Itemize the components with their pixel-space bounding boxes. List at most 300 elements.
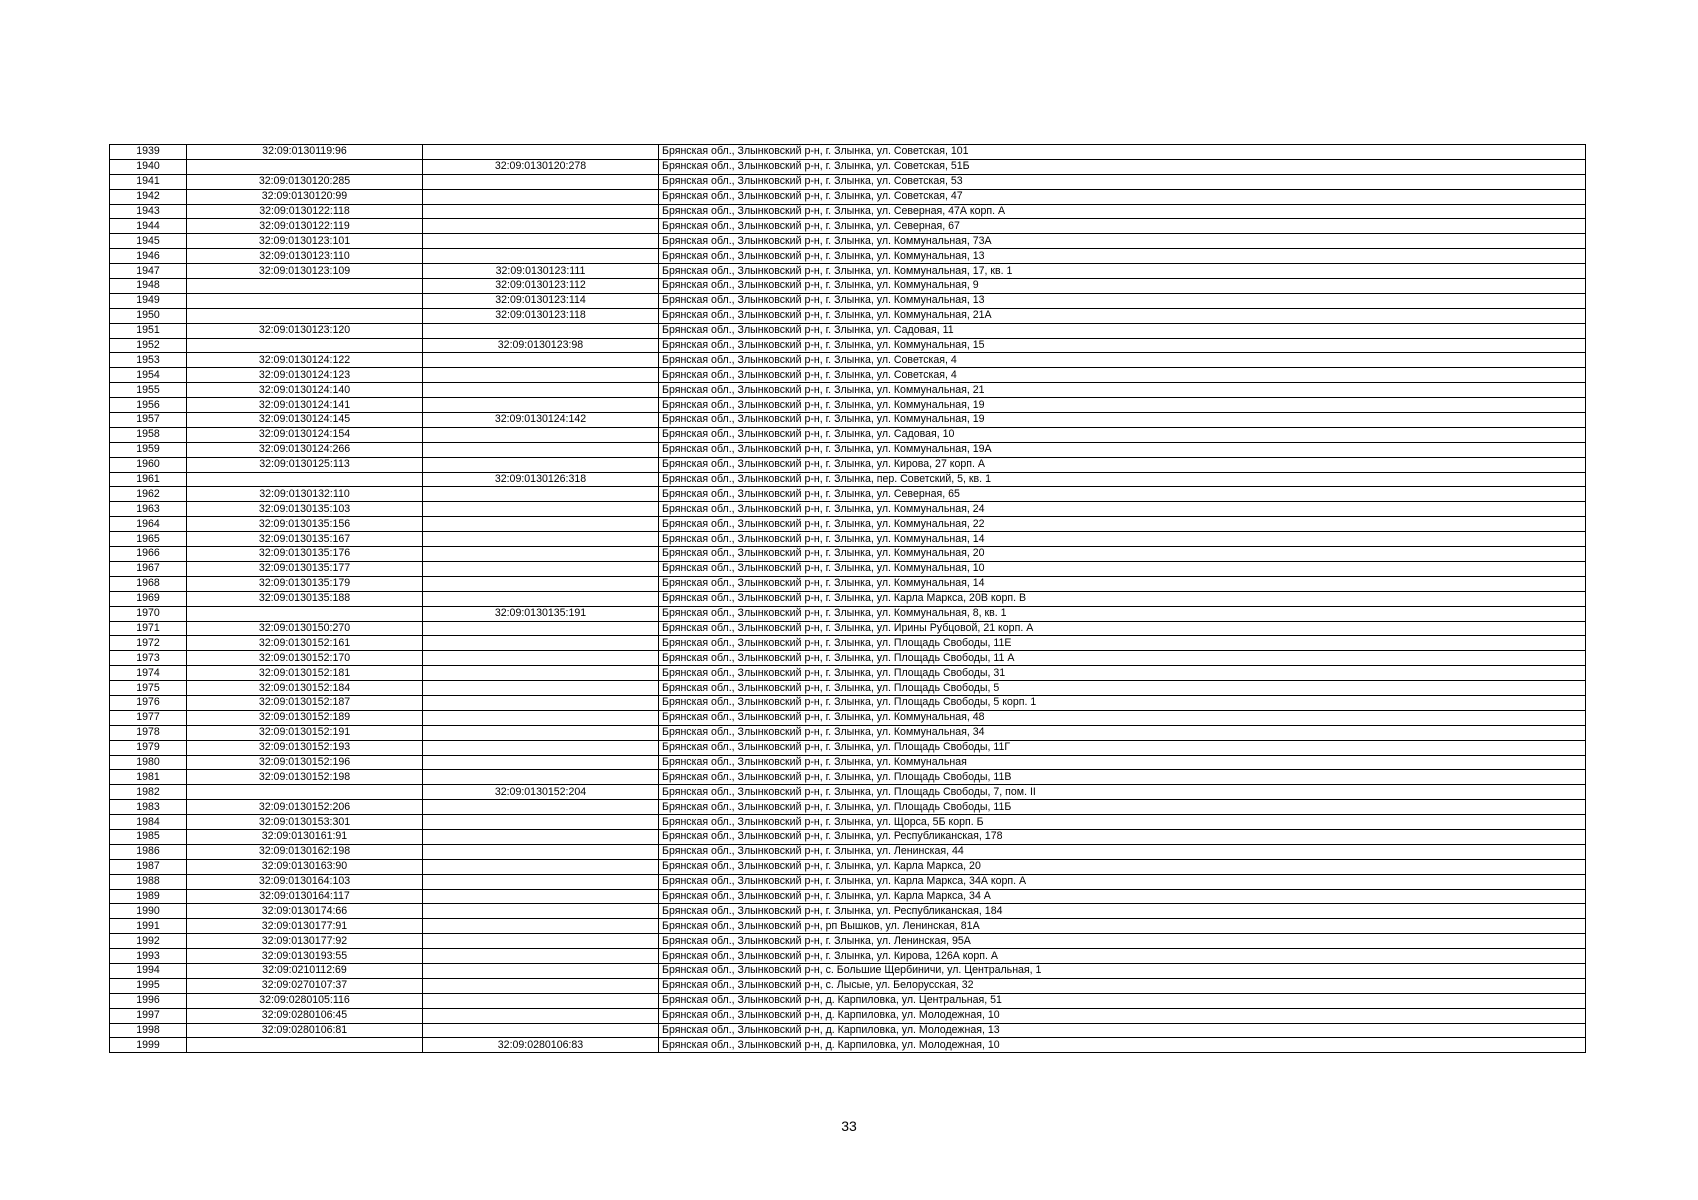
- cadastral-number-cell: 32:09:0130152:170: [187, 651, 423, 666]
- related-cadastral-number-cell: [423, 234, 659, 249]
- related-cadastral-number-cell: [423, 904, 659, 919]
- address-cell: Брянская обл., Злынковский р-н, г. Злынка, ул. Кирова, 126А корп. А: [659, 949, 1586, 964]
- related-cadastral-number-cell: [423, 145, 659, 160]
- row-number-cell: 1969: [110, 591, 187, 606]
- cadastral-number-cell: 32:09:0280105:116: [187, 993, 423, 1008]
- address-cell: Брянская обл., Злынковский р-н, г. Злынка, ул. Коммунальная, 15: [659, 338, 1586, 353]
- table-row: [110, 874, 1586, 889]
- cadastral-number-cell: 32:09:0130193:55: [187, 949, 423, 964]
- address-cell: Брянская обл., Злынковский р-н, г. Злынка, ул. Карла Маркса, 20: [659, 859, 1586, 874]
- address-cell: Брянская обл., Злынковский р-н, г. Злынка, ул. Северная, 65: [659, 487, 1586, 502]
- address-cell: Брянская обл., Злынковский р-н, г. Злынка, ул. Советская, 101: [659, 145, 1586, 160]
- table-row: [110, 859, 1586, 874]
- table-row: [110, 561, 1586, 576]
- cadastral-number-cell: [187, 472, 423, 487]
- related-cadastral-number-cell: [423, 993, 659, 1008]
- row-number-cell: 1972: [110, 636, 187, 651]
- related-cadastral-number-cell: [423, 874, 659, 889]
- address-cell: Брянская обл., Злынковский р-н, г. Злынка, ул. Коммунальная, 19А: [659, 442, 1586, 457]
- row-number-cell: 1996: [110, 993, 187, 1008]
- row-number-cell: 1985: [110, 829, 187, 844]
- cadastral-number-cell: 32:09:0130153:301: [187, 815, 423, 830]
- row-number-cell: 1960: [110, 457, 187, 472]
- address-cell: Брянская обл., Злынковский р-н, с. Большие Щербиничи, ул. Центральная, 1: [659, 963, 1586, 978]
- address-cell: Брянская обл., Злынковский р-н, г. Злынка, ул. Коммунальная, 9: [659, 279, 1586, 294]
- related-cadastral-number-cell: [423, 949, 659, 964]
- address-cell: Брянская обл., Злынковский р-н, д. Карпиловка, ул. Молодежная, 13: [659, 1023, 1586, 1038]
- table-row: [110, 517, 1586, 532]
- table-row: [110, 353, 1586, 368]
- cadastral-number-cell: 32:09:0130122:119: [187, 219, 423, 234]
- address-cell: Брянская обл., Злынковский р-н, г. Злынка, ул. Коммунальная, 20: [659, 547, 1586, 562]
- table-row: [110, 710, 1586, 725]
- address-cell: Брянская обл., Злынковский р-н, г. Злынка, ул. Советская, 51Б: [659, 159, 1586, 174]
- address-cell: Брянская обл., Злынковский р-н, г. Злынка, ул. Коммунальная, 10: [659, 561, 1586, 576]
- row-number-cell: 1977: [110, 710, 187, 725]
- table-row: [110, 264, 1586, 279]
- row-number-cell: 1999: [110, 1038, 187, 1053]
- table-row: [110, 457, 1586, 472]
- related-cadastral-number-cell: 32:09:0130120:278: [423, 159, 659, 174]
- table-row: [110, 1008, 1586, 1023]
- table-row: [110, 1038, 1586, 1053]
- row-number-cell: 1980: [110, 755, 187, 770]
- address-cell: Брянская обл., Злынковский р-н, г. Злынка, ул. Щорса, 5Б корп. Б: [659, 815, 1586, 830]
- cadastral-number-cell: [187, 785, 423, 800]
- cadastral-number-cell: [187, 1038, 423, 1053]
- cadastral-number-cell: 32:09:0130163:90: [187, 859, 423, 874]
- cadastral-number-cell: 32:09:0130164:103: [187, 874, 423, 889]
- related-cadastral-number-cell: [423, 963, 659, 978]
- row-number-cell: 1956: [110, 398, 187, 413]
- cadastral-number-cell: 32:09:0130122:118: [187, 204, 423, 219]
- cadastral-number-cell: [187, 159, 423, 174]
- cadastral-number-cell: 32:09:0130162:198: [187, 844, 423, 859]
- page-number: 33: [841, 1118, 857, 1134]
- related-cadastral-number-cell: [423, 1023, 659, 1038]
- row-number-cell: 1953: [110, 353, 187, 368]
- related-cadastral-number-cell: 32:09:0130123:118: [423, 308, 659, 323]
- cadastral-number-cell: 32:09:0130124:141: [187, 398, 423, 413]
- address-cell: Брянская обл., Злынковский р-н, г. Злынка, ул. Коммунальная, 17, кв. 1: [659, 264, 1586, 279]
- table-row: [110, 249, 1586, 264]
- cadastral-number-cell: 32:09:0130135:167: [187, 532, 423, 547]
- row-number-cell: 1989: [110, 889, 187, 904]
- address-cell: Брянская обл., Злынковский р-н, г. Злынка, ул. Садовая, 11: [659, 323, 1586, 338]
- row-number-cell: 1951: [110, 323, 187, 338]
- related-cadastral-number-cell: [423, 621, 659, 636]
- address-cell: Брянская обл., Злынковский р-н, г. Злынка, ул. Коммунальная, 73А: [659, 234, 1586, 249]
- table-row: [110, 651, 1586, 666]
- address-cell: Брянская обл., Злынковский р-н, г. Злынка, ул. Площадь Свободы, 11Г: [659, 740, 1586, 755]
- table-row: [110, 368, 1586, 383]
- address-cell: Брянская обл., Злынковский р-н, г. Злынка, ул. Коммунальная, 21: [659, 383, 1586, 398]
- cadastral-number-cell: 32:09:0130124:145: [187, 413, 423, 428]
- row-number-cell: 1998: [110, 1023, 187, 1038]
- table-row: [110, 279, 1586, 294]
- table-row: [110, 1023, 1586, 1038]
- address-cell: Брянская обл., Злынковский р-н, г. Злынка, ул. Площадь Свободы, 11Б: [659, 800, 1586, 815]
- address-cell: Брянская обл., Злынковский р-н, г. Злынка, ул. Советская, 47: [659, 189, 1586, 204]
- related-cadastral-number-cell: [423, 666, 659, 681]
- row-number-cell: 1986: [110, 844, 187, 859]
- cadastral-number-cell: 32:09:0130164:117: [187, 889, 423, 904]
- table-row: [110, 755, 1586, 770]
- related-cadastral-number-cell: [423, 457, 659, 472]
- cadastral-number-cell: 32:09:0130123:109: [187, 264, 423, 279]
- cadastral-number-cell: 32:09:0210112:69: [187, 963, 423, 978]
- row-number-cell: 1975: [110, 681, 187, 696]
- table-row: [110, 844, 1586, 859]
- related-cadastral-number-cell: [423, 561, 659, 576]
- related-cadastral-number-cell: 32:09:0130135:191: [423, 606, 659, 621]
- cadastral-number-cell: 32:09:0130135:179: [187, 576, 423, 591]
- table-row: [110, 383, 1586, 398]
- address-cell: Брянская обл., Злынковский р-н, г. Злынка, ул. Коммунальная, 19: [659, 398, 1586, 413]
- related-cadastral-number-cell: [423, 681, 659, 696]
- table-row: [110, 398, 1586, 413]
- address-cell: Брянская обл., Злынковский р-н, г. Злынка, ул. Республиканская, 178: [659, 829, 1586, 844]
- table-row: [110, 636, 1586, 651]
- cadastral-number-cell: 32:09:0130123:110: [187, 249, 423, 264]
- row-number-cell: 1984: [110, 815, 187, 830]
- related-cadastral-number-cell: [423, 710, 659, 725]
- related-cadastral-number-cell: [423, 517, 659, 532]
- row-number-cell: 1964: [110, 517, 187, 532]
- row-number-cell: 1959: [110, 442, 187, 457]
- related-cadastral-number-cell: [423, 547, 659, 562]
- address-cell: Брянская обл., Злынковский р-н, г. Злынка, ул. Карла Маркса, 34 А: [659, 889, 1586, 904]
- address-cell: Брянская обл., Злынковский р-н, г. Злынка, ул. Коммунальная: [659, 755, 1586, 770]
- address-cell: Брянская обл., Злынковский р-н, д. Карпиловка, ул. Центральная, 51: [659, 993, 1586, 1008]
- row-number-cell: 1963: [110, 502, 187, 517]
- table-row: [110, 919, 1586, 934]
- table-row: [110, 472, 1586, 487]
- table-row: [110, 338, 1586, 353]
- table-row: [110, 591, 1586, 606]
- related-cadastral-number-cell: [423, 323, 659, 338]
- row-number-cell: 1991: [110, 919, 187, 934]
- cadastral-number-cell: 32:09:0130124:266: [187, 442, 423, 457]
- address-cell: Брянская обл., Злынковский р-н, г. Злынка, ул. Коммунальная, 22: [659, 517, 1586, 532]
- related-cadastral-number-cell: [423, 487, 659, 502]
- address-cell: Брянская обл., Злынковский р-н, г. Злынка, ул. Коммунальная, 8, кв. 1: [659, 606, 1586, 621]
- address-cell: Брянская обл., Злынковский р-н, г. Злынка, ул. Ирины Рубцовой, 21 корп. А: [659, 621, 1586, 636]
- address-cell: Брянская обл., Злынковский р-н, г. Злынка, ул. Площадь Свободы, 11В: [659, 770, 1586, 785]
- address-cell: Брянская обл., Злынковский р-н, г. Злынка, ул. Коммунальная, 19: [659, 413, 1586, 428]
- row-number-cell: 1958: [110, 427, 187, 442]
- row-number-cell: 1994: [110, 963, 187, 978]
- row-number-cell: 1961: [110, 472, 187, 487]
- table-row: [110, 725, 1586, 740]
- cadastral-number-cell: 32:09:0130123:101: [187, 234, 423, 249]
- related-cadastral-number-cell: 32:09:0130126:318: [423, 472, 659, 487]
- related-cadastral-number-cell: [423, 800, 659, 815]
- row-number-cell: 1992: [110, 934, 187, 949]
- related-cadastral-number-cell: [423, 576, 659, 591]
- row-number-cell: 1954: [110, 368, 187, 383]
- address-cell: Брянская обл., Злынковский р-н, г. Злынка, ул. Коммунальная, 13: [659, 293, 1586, 308]
- related-cadastral-number-cell: [423, 219, 659, 234]
- row-number-cell: 1940: [110, 159, 187, 174]
- related-cadastral-number-cell: [423, 442, 659, 457]
- row-number-cell: 1962: [110, 487, 187, 502]
- cadastral-number-cell: [187, 293, 423, 308]
- row-number-cell: 1955: [110, 383, 187, 398]
- row-number-cell: 1952: [110, 338, 187, 353]
- table-row: [110, 219, 1586, 234]
- table-row: [110, 963, 1586, 978]
- row-number-cell: 1942: [110, 189, 187, 204]
- cadastral-number-cell: [187, 279, 423, 294]
- table-row: [110, 204, 1586, 219]
- row-number-cell: 1965: [110, 532, 187, 547]
- address-cell: Брянская обл., Злынковский р-н, г. Злынка, ул. Карла Маркса, 20В корп. В: [659, 591, 1586, 606]
- table-row: [110, 978, 1586, 993]
- cadastral-number-cell: 32:09:0280106:45: [187, 1008, 423, 1023]
- row-number-cell: 1993: [110, 949, 187, 964]
- row-number-cell: 1974: [110, 666, 187, 681]
- address-cell: Брянская обл., Злынковский р-н, д. Карпиловка, ул. Молодежная, 10: [659, 1038, 1586, 1053]
- table-row: [110, 234, 1586, 249]
- related-cadastral-number-cell: [423, 368, 659, 383]
- table-row: [110, 889, 1586, 904]
- table-row: [110, 413, 1586, 428]
- related-cadastral-number-cell: 32:09:0130124:142: [423, 413, 659, 428]
- row-number-cell: 1990: [110, 904, 187, 919]
- address-cell: Брянская обл., Злынковский р-н, г. Злынка, ул. Коммунальная, 14: [659, 576, 1586, 591]
- table-row: [110, 293, 1586, 308]
- related-cadastral-number-cell: [423, 815, 659, 830]
- related-cadastral-number-cell: 32:09:0130123:98: [423, 338, 659, 353]
- cadastral-number-cell: 32:09:0270107:37: [187, 978, 423, 993]
- table-row: [110, 532, 1586, 547]
- address-cell: Брянская обл., Злынковский р-н, г. Злынка, ул. Северная, 47А корп. А: [659, 204, 1586, 219]
- row-number-cell: 1988: [110, 874, 187, 889]
- address-cell: Брянская обл., Злынковский р-н, г. Злынка, ул. Садовая, 10: [659, 427, 1586, 442]
- cadastral-number-cell: 32:09:0130119:96: [187, 145, 423, 160]
- related-cadastral-number-cell: [423, 1008, 659, 1023]
- cadastral-number-cell: 32:09:0130132:110: [187, 487, 423, 502]
- related-cadastral-number-cell: [423, 651, 659, 666]
- related-cadastral-number-cell: [423, 695, 659, 710]
- row-number-cell: 1945: [110, 234, 187, 249]
- cadastral-number-cell: 32:09:0130123:120: [187, 323, 423, 338]
- table-row: [110, 323, 1586, 338]
- related-cadastral-number-cell: [423, 502, 659, 517]
- row-number-cell: 1946: [110, 249, 187, 264]
- row-number-cell: 1968: [110, 576, 187, 591]
- table-row: [110, 800, 1586, 815]
- related-cadastral-number-cell: 32:09:0130123:111: [423, 264, 659, 279]
- row-number-cell: 1979: [110, 740, 187, 755]
- row-number-cell: 1970: [110, 606, 187, 621]
- cadastral-number-cell: 32:09:0130135:103: [187, 502, 423, 517]
- cadastral-number-cell: 32:09:0130152:198: [187, 770, 423, 785]
- table-row: [110, 829, 1586, 844]
- related-cadastral-number-cell: 32:09:0130152:204: [423, 785, 659, 800]
- address-cell: Брянская обл., Злынковский р-н, г. Злынка, ул. Кирова, 27 корп. А: [659, 457, 1586, 472]
- cadastral-number-cell: [187, 308, 423, 323]
- related-cadastral-number-cell: [423, 770, 659, 785]
- row-number-cell: 1941: [110, 174, 187, 189]
- address-cell: Брянская обл., Злынковский р-н, г. Злынка, ул. Северная, 67: [659, 219, 1586, 234]
- cadastral-number-cell: 32:09:0130152:196: [187, 755, 423, 770]
- table-row: [110, 308, 1586, 323]
- row-number-cell: 1944: [110, 219, 187, 234]
- cadastral-number-cell: 32:09:0130152:187: [187, 695, 423, 710]
- table-row: [110, 904, 1586, 919]
- cadastral-number-cell: 32:09:0130125:113: [187, 457, 423, 472]
- address-cell: Брянская обл., Злынковский р-н, г. Злынка, ул. Площадь Свободы, 31: [659, 666, 1586, 681]
- related-cadastral-number-cell: [423, 383, 659, 398]
- address-cell: Брянская обл., Злынковский р-н, г. Злынка, ул. Коммунальная, 48: [659, 710, 1586, 725]
- cadastral-number-cell: 32:09:0130120:285: [187, 174, 423, 189]
- cadastral-number-cell: 32:09:0130152:193: [187, 740, 423, 755]
- related-cadastral-number-cell: 32:09:0280106:83: [423, 1038, 659, 1053]
- row-number-cell: 1939: [110, 145, 187, 160]
- table-row: [110, 621, 1586, 636]
- address-cell: Брянская обл., Злынковский р-н, г. Злынка, ул. Коммунальная, 24: [659, 502, 1586, 517]
- row-number-cell: 1971: [110, 621, 187, 636]
- address-cell: Брянская обл., Злынковский р-н, г. Злынка, ул. Площадь Свободы, 5 корп. 1: [659, 695, 1586, 710]
- address-cell: Брянская обл., Злынковский р-н, с. Лысые, ул. Белорусская, 32: [659, 978, 1586, 993]
- cadastral-number-cell: 32:09:0130120:99: [187, 189, 423, 204]
- related-cadastral-number-cell: [423, 844, 659, 859]
- cadastral-number-cell: 32:09:0130135:177: [187, 561, 423, 576]
- cadastral-number-cell: 32:09:0130135:156: [187, 517, 423, 532]
- table-row: [110, 174, 1586, 189]
- table-row: [110, 681, 1586, 696]
- address-cell: Брянская обл., Злынковский р-н, г. Злынка, ул. Ленинская, 95А: [659, 934, 1586, 949]
- related-cadastral-number-cell: [423, 249, 659, 264]
- row-number-cell: 1995: [110, 978, 187, 993]
- cadastral-number-cell: 32:09:0130177:92: [187, 934, 423, 949]
- address-cell: Брянская обл., Злынковский р-н, г. Злынка, пер. Советский, 5, кв. 1: [659, 472, 1586, 487]
- row-number-cell: 1947: [110, 264, 187, 279]
- related-cadastral-number-cell: [423, 204, 659, 219]
- address-cell: Брянская обл., Злынковский р-н, г. Злынка, ул. Коммунальная, 21А: [659, 308, 1586, 323]
- related-cadastral-number-cell: [423, 427, 659, 442]
- related-cadastral-number-cell: [423, 174, 659, 189]
- row-number-cell: 1983: [110, 800, 187, 815]
- row-number-cell: 1957: [110, 413, 187, 428]
- cadastral-number-cell: 32:09:0280106:81: [187, 1023, 423, 1038]
- table-row: [110, 740, 1586, 755]
- row-number-cell: 1978: [110, 725, 187, 740]
- table-row: [110, 159, 1586, 174]
- cadastral-number-cell: 32:09:0130174:66: [187, 904, 423, 919]
- row-number-cell: 1976: [110, 695, 187, 710]
- address-cell: Брянская обл., Злынковский р-н, г. Злынка, ул. Ленинская, 44: [659, 844, 1586, 859]
- cadastral-number-cell: 32:09:0130177:91: [187, 919, 423, 934]
- cadastral-number-cell: 32:09:0130150:270: [187, 621, 423, 636]
- row-number-cell: 1982: [110, 785, 187, 800]
- cadastral-number-cell: 32:09:0130124:154: [187, 427, 423, 442]
- table-row: [110, 949, 1586, 964]
- cadastral-table: [109, 144, 1586, 1053]
- cadastral-number-cell: 32:09:0130161:91: [187, 829, 423, 844]
- address-cell: Брянская обл., Злынковский р-н, г. Злынка, ул. Советская, 4: [659, 368, 1586, 383]
- address-cell: Брянская обл., Злынковский р-н, д. Карпиловка, ул. Молодежная, 10: [659, 1008, 1586, 1023]
- table-row: [110, 695, 1586, 710]
- related-cadastral-number-cell: [423, 591, 659, 606]
- cadastral-number-cell: [187, 338, 423, 353]
- address-cell: Брянская обл., Злынковский р-н, г. Злынка, ул. Площадь Свободы, 11 А: [659, 651, 1586, 666]
- table-row: [110, 993, 1586, 1008]
- cadastral-number-cell: 32:09:0130152:206: [187, 800, 423, 815]
- cadastral-number-cell: 32:09:0130152:184: [187, 681, 423, 696]
- address-cell: Брянская обл., Злынковский р-н, г. Злынка, ул. Советская, 4: [659, 353, 1586, 368]
- cadastral-number-cell: 32:09:0130135:188: [187, 591, 423, 606]
- table-row: [110, 145, 1586, 160]
- address-cell: Брянская обл., Злынковский р-н, г. Злынка, ул. Коммунальная, 13: [659, 249, 1586, 264]
- row-number-cell: 1966: [110, 547, 187, 562]
- row-number-cell: 1987: [110, 859, 187, 874]
- table-row: [110, 770, 1586, 785]
- row-number-cell: 1943: [110, 204, 187, 219]
- cadastral-number-cell: 32:09:0130152:189: [187, 710, 423, 725]
- address-cell: Брянская обл., Злынковский р-н, г. Злынка, ул. Площадь Свободы, 11Е: [659, 636, 1586, 651]
- row-number-cell: 1973: [110, 651, 187, 666]
- related-cadastral-number-cell: [423, 934, 659, 949]
- related-cadastral-number-cell: [423, 889, 659, 904]
- related-cadastral-number-cell: [423, 978, 659, 993]
- row-number-cell: 1997: [110, 1008, 187, 1023]
- table-row: [110, 502, 1586, 517]
- related-cadastral-number-cell: 32:09:0130123:114: [423, 293, 659, 308]
- table-row: [110, 606, 1586, 621]
- row-number-cell: 1949: [110, 293, 187, 308]
- row-number-cell: 1948: [110, 279, 187, 294]
- row-number-cell: 1967: [110, 561, 187, 576]
- table-row: [110, 785, 1586, 800]
- table-row: [110, 487, 1586, 502]
- related-cadastral-number-cell: [423, 636, 659, 651]
- related-cadastral-number-cell: [423, 725, 659, 740]
- address-cell: Брянская обл., Злынковский р-н, рп Вышков, ул. Ленинская, 81А: [659, 919, 1586, 934]
- cadastral-number-cell: 32:09:0130124:123: [187, 368, 423, 383]
- table-row: [110, 666, 1586, 681]
- address-cell: Брянская обл., Злынковский р-н, г. Злынка, ул. Площадь Свободы, 5: [659, 681, 1586, 696]
- related-cadastral-number-cell: [423, 859, 659, 874]
- address-cell: Брянская обл., Злынковский р-н, г. Злынка, ул. Коммунальная, 14: [659, 532, 1586, 547]
- row-number-cell: 1981: [110, 770, 187, 785]
- cadastral-number-cell: 32:09:0130152:181: [187, 666, 423, 681]
- cadastral-number-cell: 32:09:0130152:191: [187, 725, 423, 740]
- table-row: [110, 815, 1586, 830]
- related-cadastral-number-cell: [423, 740, 659, 755]
- table-row: [110, 427, 1586, 442]
- table-row: [110, 576, 1586, 591]
- cadastral-number-cell: 32:09:0130135:176: [187, 547, 423, 562]
- table-row: [110, 442, 1586, 457]
- table-body: [110, 145, 1586, 1053]
- address-cell: Брянская обл., Злынковский р-н, г. Злынка, ул. Республиканская, 184: [659, 904, 1586, 919]
- table-row: [110, 934, 1586, 949]
- related-cadastral-number-cell: [423, 919, 659, 934]
- cadastral-number-cell: [187, 606, 423, 621]
- related-cadastral-number-cell: [423, 755, 659, 770]
- address-cell: Брянская обл., Злынковский р-н, г. Злынка, ул. Карла Маркса, 34А корп. А: [659, 874, 1586, 889]
- address-cell: Брянская обл., Злынковский р-н, г. Злынка, ул. Площадь Свободы, 7, пом. II: [659, 785, 1586, 800]
- related-cadastral-number-cell: [423, 398, 659, 413]
- table-row: [110, 189, 1586, 204]
- related-cadastral-number-cell: 32:09:0130123:112: [423, 279, 659, 294]
- address-cell: Брянская обл., Злынковский р-н, г. Злынка, ул. Советская, 53: [659, 174, 1586, 189]
- row-number-cell: 1950: [110, 308, 187, 323]
- related-cadastral-number-cell: [423, 532, 659, 547]
